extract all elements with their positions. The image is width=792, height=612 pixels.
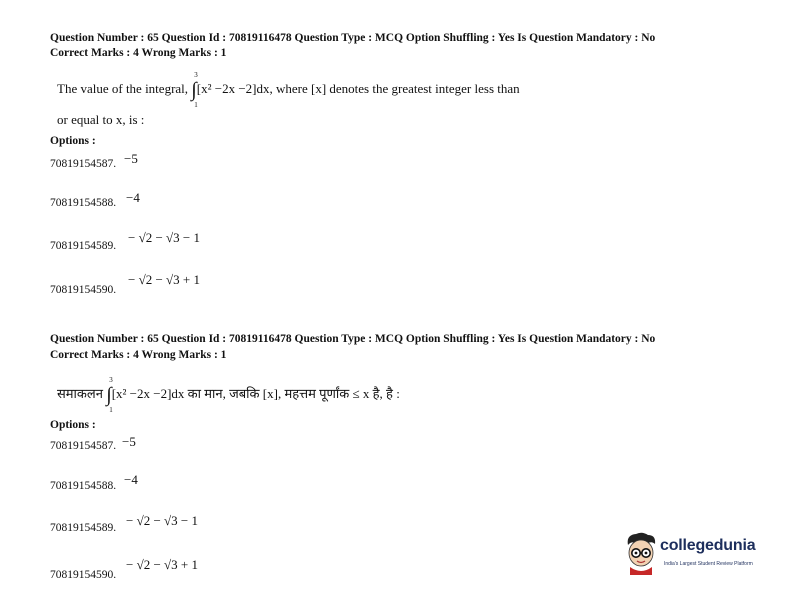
- integral-expression: [191, 71, 198, 109]
- integral-lower-limit: 1: [194, 101, 198, 109]
- integrand: [x² −2x −2]dx: [196, 80, 270, 96]
- question-text-after: , where [x] denotes the greatest integer less than: [269, 80, 520, 96]
- option-value[interactable]: −5: [122, 434, 136, 449]
- integral-sign: ∫: [191, 79, 197, 101]
- option-value[interactable]: − √2 − √3 + 1: [128, 272, 201, 287]
- integral-expression: [106, 376, 113, 415]
- option-id: 70819154588.: [50, 480, 117, 492]
- question-text-before: The value of the integral,: [57, 80, 189, 96]
- options-label: Options :: [50, 135, 96, 147]
- option-id: 70819154590.: [50, 284, 117, 296]
- logo-tagline: India's Largest Student Review Platform: [664, 561, 753, 567]
- option-value[interactable]: −4: [124, 472, 138, 487]
- question-text-before: समाकलन: [57, 386, 103, 401]
- integrand: [x² −2x −2]dx: [111, 386, 185, 401]
- integral-upper-limit: 3: [194, 71, 198, 79]
- option-value[interactable]: − √2 − √3 + 1: [126, 557, 199, 572]
- option-id: 70819154590.: [50, 569, 117, 581]
- option-id: 70819154589.: [50, 522, 117, 534]
- option-value[interactable]: −4: [126, 190, 140, 205]
- option-value[interactable]: −5: [124, 151, 138, 166]
- marks-info: Correct Marks : 4 Wrong Marks : 1: [50, 47, 227, 59]
- mascot-icon: [622, 531, 662, 575]
- integral-lower-limit: 1: [109, 406, 113, 415]
- logo-wordmark: collegedunia: [660, 537, 756, 554]
- integral-sign: ∫: [106, 384, 112, 407]
- question-text-after: का मान, जबकि [x], महत्तम पूर्णांक ≤ x है, है :: [187, 386, 400, 401]
- option-id: 70819154589.: [50, 240, 117, 252]
- integral-upper-limit: 3: [109, 376, 113, 385]
- question-text: [57, 376, 400, 415]
- question-text-line2: or equal to x, is :: [57, 112, 145, 127]
- question-header: Question Number : 65 Question Id : 70819116478 Question Type : MCQ Option Shuffling : Yes Is Question Mandatory : No: [50, 32, 656, 44]
- question-header: Question Number : 65 Question Id : 70819116478 Question Type : MCQ Option Shuffling : Yes Is Question Mandatory : No: [50, 333, 656, 345]
- option-id: 70819154587.: [50, 158, 117, 170]
- option-id: 70819154587.: [50, 440, 117, 452]
- options-label: Options :: [50, 419, 96, 431]
- option-id: 70819154588.: [50, 197, 117, 209]
- marks-info: Correct Marks : 4 Wrong Marks : 1: [50, 349, 227, 361]
- option-value[interactable]: − √2 − √3 − 1: [128, 230, 201, 245]
- question-text: [57, 71, 520, 109]
- collegedunia-logo: [622, 531, 772, 575]
- option-value[interactable]: − √2 − √3 − 1: [126, 513, 199, 528]
